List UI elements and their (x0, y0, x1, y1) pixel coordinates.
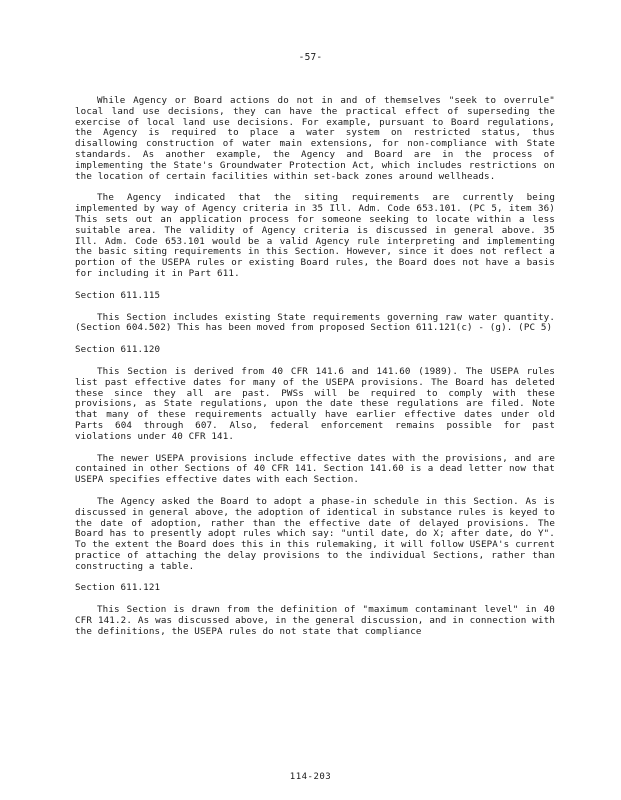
paragraph: The Agency asked the Board to adopt a phase-in schedule in this Section. As is discussed in general above, the adoption of identical in substance rules is keyed to the date of adoption, rather than the effective date of delayed provisions. The Board has to presently adopt rules which say: "until date, do X; after date, do Y". To the extent the Board does this in this rulemaking, it will follow USEPA's current practice of attaching the delay provisions to the individual Sections, rather than constructing a table. (75, 495, 555, 572)
section-heading: Section 611.115 (75, 289, 161, 301)
page-number: -57- (298, 52, 323, 63)
section-heading: Section 611.120 (75, 344, 161, 356)
paragraph: The newer USEPA provisions include effective dates with the provisions, and are contained in other Sections of 40 CFR 141. Section 141.60 is a dead letter now that USEPA specifies effective dates with each Section. (75, 452, 555, 486)
page-footer: 114-203 (289, 772, 332, 782)
section-heading: Section 611.121 (75, 582, 161, 594)
paragraph: While Agency or Board actions do not in and of themselves "seek to overrule" local land use decisions, they can have the practical effect of superseding the exercise of local land use decisions. For example, pursuant to Board regulations, the Agency is required to place a water system on restricted status, thus disallowing construction of water main extensions, for non-compliance with State standards. As another example, the Agency and Board are in the process of implementing the State's Groundwater Protection Act, which includes restrictions on the location of certain facilities within set-back zones around wellheads. (75, 95, 555, 182)
document-body (75, 96, 555, 649)
paragraph: The Agency indicated that the siting requirements are currently being implemented by way of Agency criteria in 35 Ill. Adm. Code 653.101. (PC 5, item 36) This sets out an application process for someone seeking to locate within a less suitable area. The validity of Agency criteria is discussed in general above. 35 Ill. Adm. Code 653.101 would be a valid Agency rule interpreting and implementing the basic siting requirements in this Section. However, since it does not reflect a portion of the USEPA rules or existing Board rules, the Board does not have a basis for including it in Part 611. (75, 192, 555, 279)
paragraph: This Section is derived from 40 CFR 141.6 and 141.60 (1989). The USEPA rules list past effective dates for many of the USEPA provisions. The Board has deleted these since they all are past. PWSs will be required to comply with these provisions, as State regulations, upon the date these regulations are filed. Note that many of these requirements actually have earlier effective dates under old Parts 604 through 607. Also, federal enforcement remains possible for past violations under 40 CFR 141. (75, 365, 555, 442)
paragraph: This Section is drawn from the definition of "maximum contaminant level" in 40 CFR 141.2. As was discussed above, in the general discussion, and in connection with the definitions, the USEPA rules do not state that compliance (75, 604, 555, 637)
paragraph: This Section includes existing State requirements governing raw water quantity. (Section 604.502) This has been moved from proposed Section 611.121(c) - (g). (PC 5) (75, 311, 555, 334)
